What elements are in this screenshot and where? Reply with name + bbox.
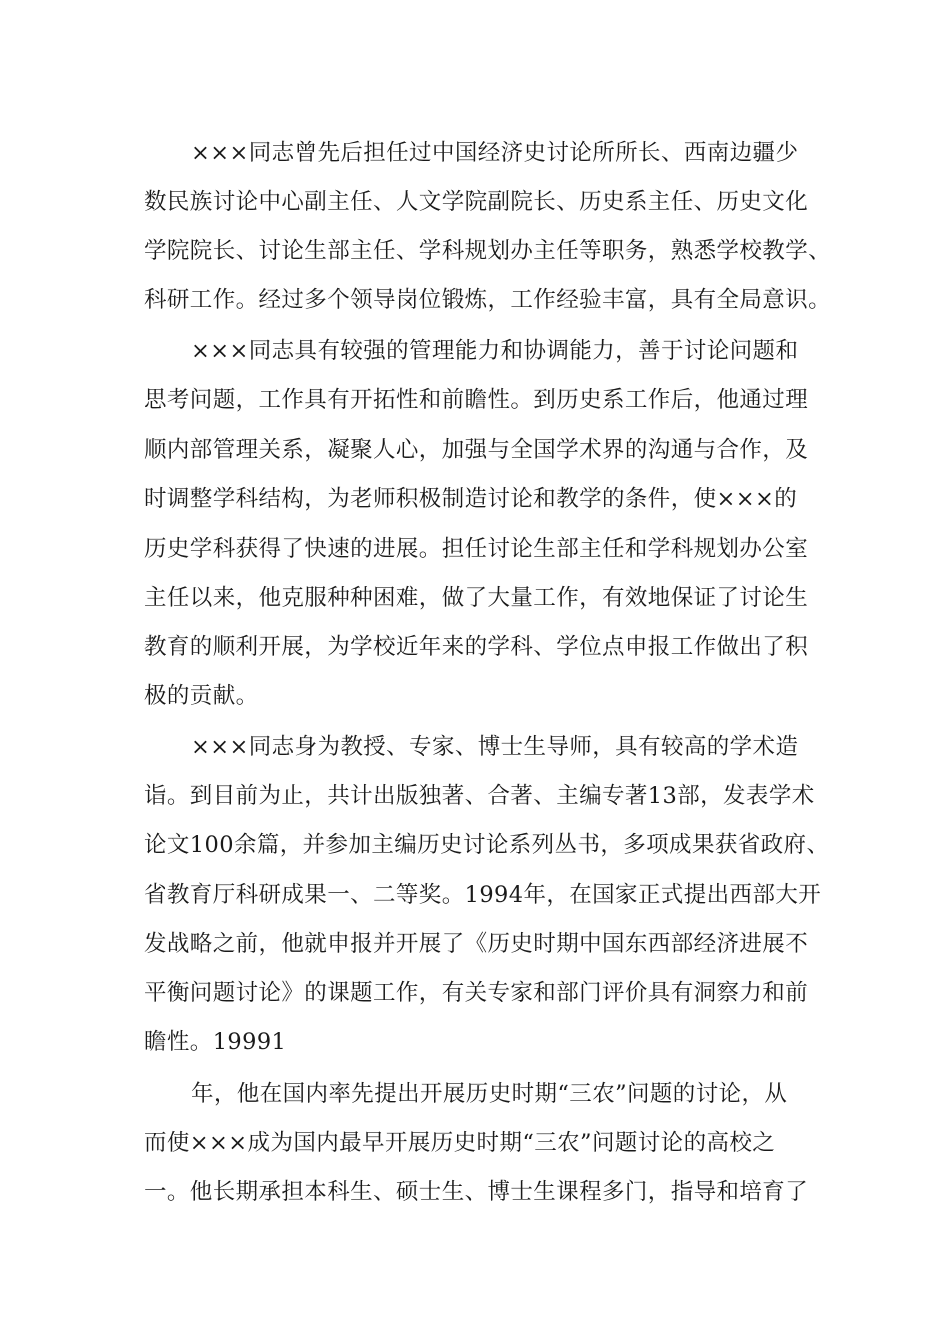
paragraph-3-line-7: 瞻性。19991 xyxy=(144,1029,287,1055)
paragraph-1-line-2: 数民族讨论中心副主任、人文学院副院长、历史系主任、历史文化 xyxy=(144,189,809,215)
paragraph-2-line-1: ×××同志具有较强的管理能力和协调能力，善于讨论问题和 xyxy=(191,338,799,364)
paragraph-2-line-5: 历史学科获得了快速的进展。担任讨论生部主任和学科规划办公室 xyxy=(144,536,809,562)
paragraph-4-line-3: 一。他长期承担本科生、硕士生、博士生课程多门，指导和培育了 xyxy=(144,1179,809,1205)
paragraph-4-line-2: 而使×××成为国内最早开展历史时期“三农”问题讨论的高校之 xyxy=(144,1130,776,1156)
paragraph-2-line-8: 极的贡献。 xyxy=(144,683,259,709)
paragraph-4-line-1: 年，他在国内率先提出开展历史时期“三农”问题的讨论，从 xyxy=(191,1081,788,1107)
paragraph-2-line-7: 教育的顺利开展，为学校近年来的学科、学位点申报工作做出了积 xyxy=(144,634,809,660)
paragraph-1-line-3: 学院院长、讨论生部主任、学科规划办主任等职务，熟悉学校教学、 xyxy=(144,238,832,264)
paragraph-3-line-6: 平衡问题讨论》的课题工作，有关专家和部门评价具有洞察力和前 xyxy=(144,980,809,1006)
paragraph-3-line-5: 发战略之前，他就申报并开展了《历史时期中国东西部经济进展不 xyxy=(144,931,809,957)
paragraph-3-line-3: 论文100余篇，并参加主编历史讨论系列丛书，多项成果获省政府、 xyxy=(144,832,830,858)
paragraph-2-line-3: 顺内部管理关系，凝聚人心，加强与全国学术界的沟通与合作，及 xyxy=(144,437,809,463)
paragraph-3-line-1: ×××同志身为教授、专家、博士生导师，具有较高的学术造 xyxy=(191,734,799,760)
paragraph-2-line-4: 时调整学科结构，为老师积极制造讨论和教学的条件，使×××的 xyxy=(144,486,798,512)
paragraph-3-line-2: 诣。到目前为止，共计出版独著、合著、主编专著13部，发表学术 xyxy=(144,783,815,809)
paragraph-3-line-4: 省教育厅科研成果一、二等奖。1994年，在国家正式提出西部大开 xyxy=(144,882,822,908)
paragraph-2-line-6: 主任以来，他克服种种困难，做了大量工作，有效地保证了讨论生 xyxy=(144,585,809,611)
paragraph-1-line-1: ×××同志曾先后担任过中国经济史讨论所所长、西南边疆少 xyxy=(191,140,799,166)
paragraph-2-line-2: 思考问题，工作具有开拓性和前瞻性。到历史系工作后，他通过理 xyxy=(144,387,809,413)
paragraph-1-line-4: 科研工作。经过多个领导岗位锻炼，工作经验丰富，具有全局意识。 xyxy=(144,287,832,313)
